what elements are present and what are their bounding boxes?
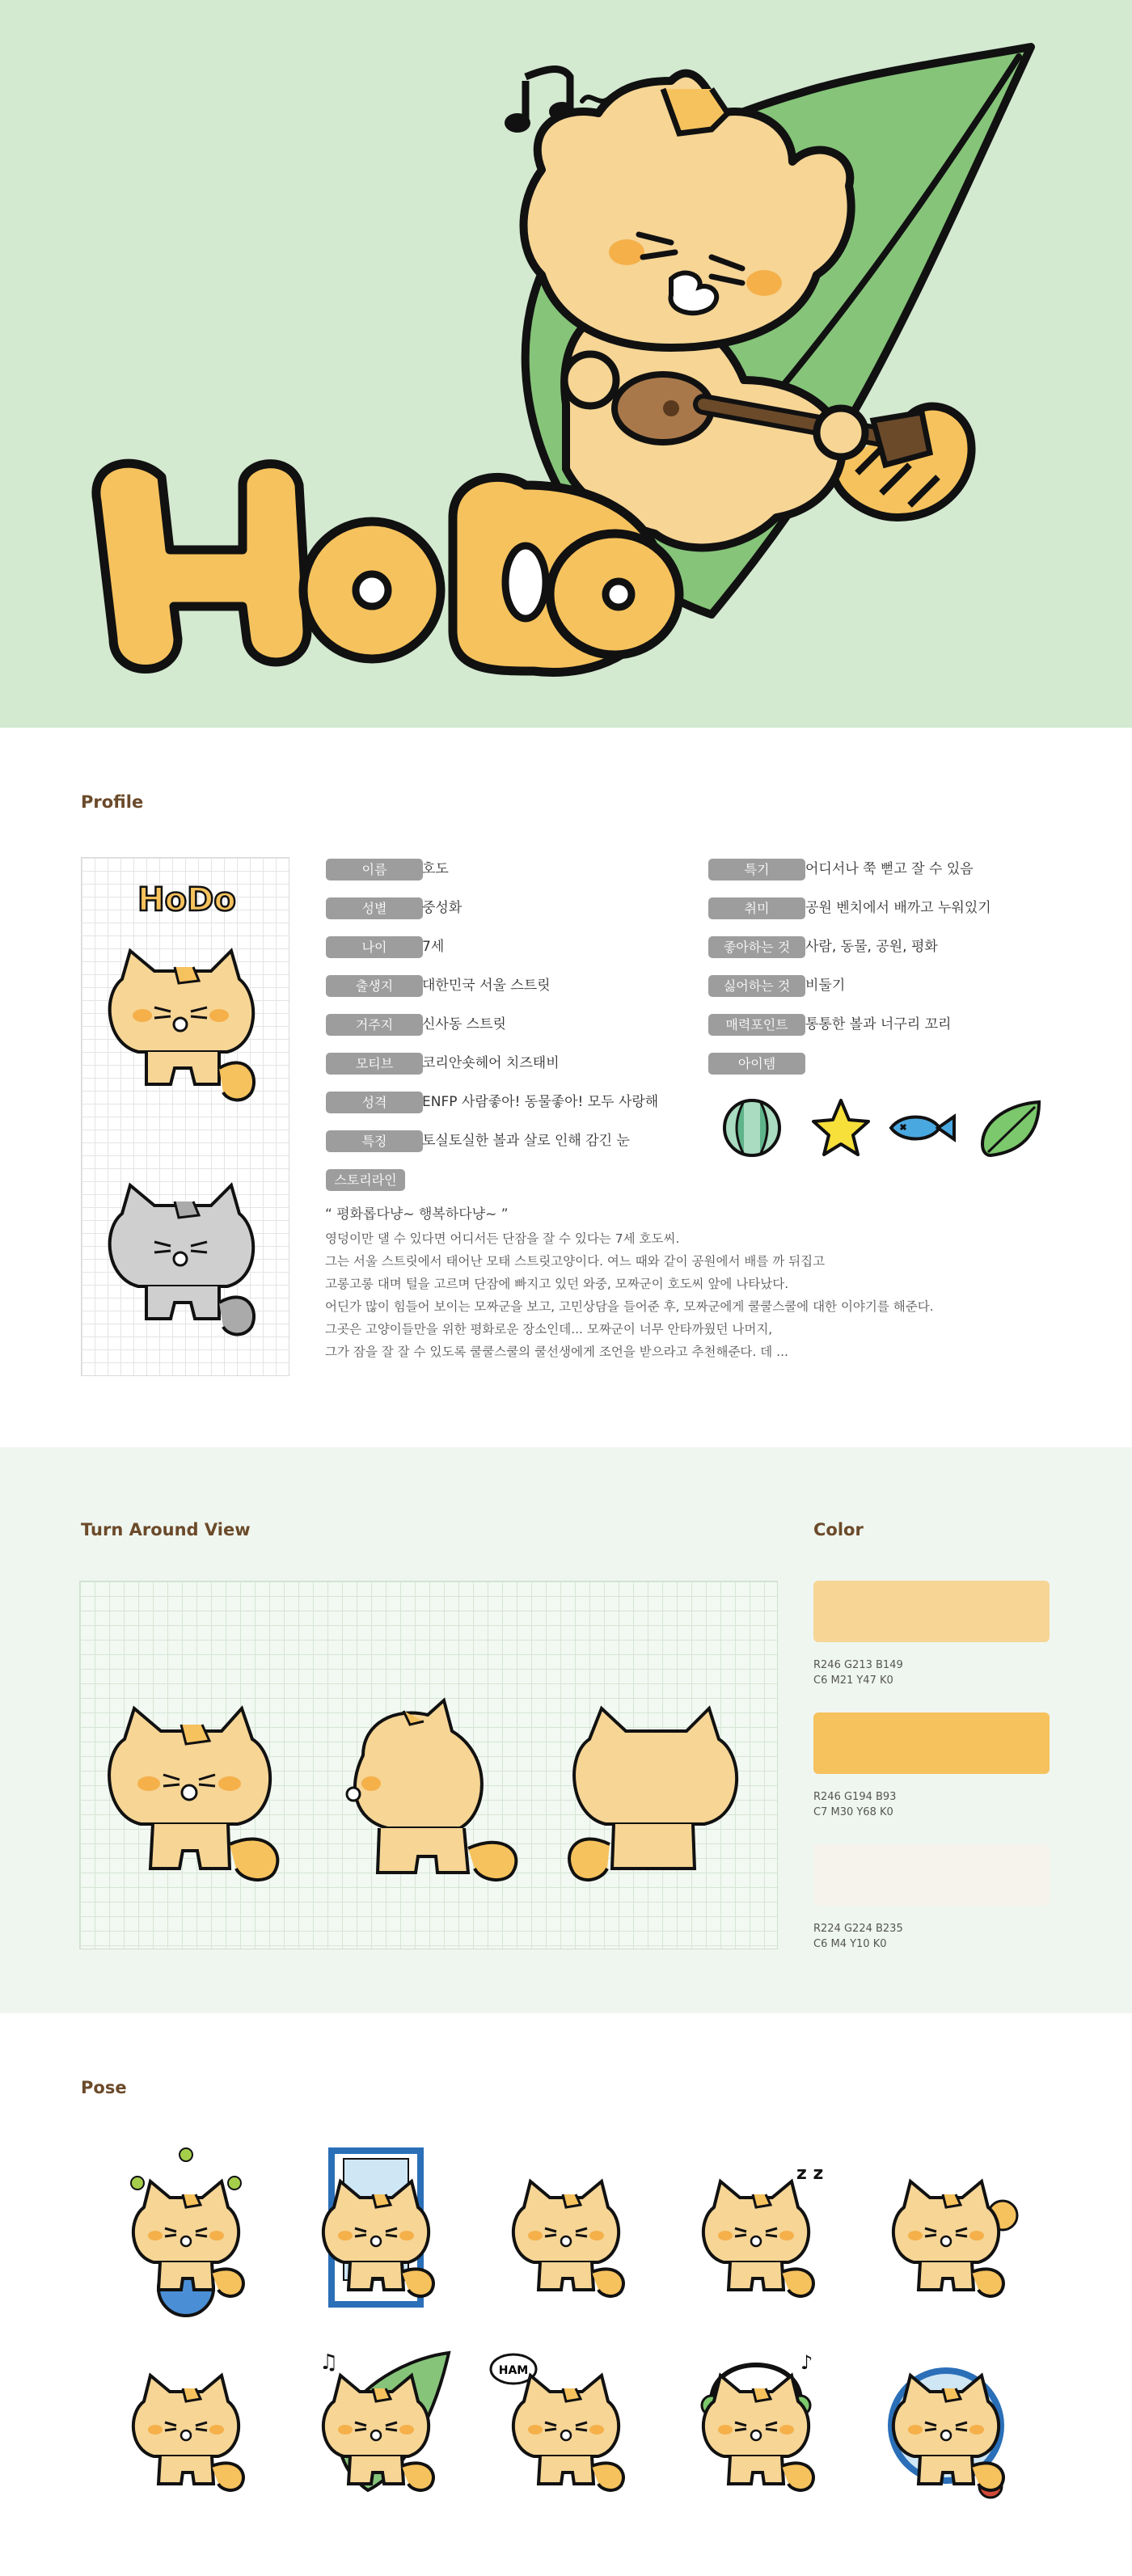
field-value: 호도 <box>422 861 449 877</box>
svg-text:♪: ♪ <box>800 2351 813 2374</box>
field-label: 모티브 <box>326 1053 423 1075</box>
pose-coffee <box>133 2375 243 2490</box>
star-icon <box>813 1100 868 1155</box>
field-value: 대한민국 서울 스트릿 <box>422 978 551 994</box>
color-rgb: R224 G224 B235 <box>813 1923 903 1935</box>
svg-text:♫: ♫ <box>319 2350 339 2375</box>
field-label: 특징 <box>326 1130 423 1152</box>
pose-grid <box>0 2013 1132 2576</box>
turnaround-grid <box>79 1581 778 1949</box>
beach-ball-icon <box>724 1100 779 1155</box>
color-rgb: R246 G194 B93 <box>813 1791 897 1803</box>
pose-yarn <box>891 2371 1003 2498</box>
field-value: 공원 벤치에서 배까고 누워있기 <box>805 900 991 916</box>
pose-swing <box>323 2151 433 2304</box>
fish-icon <box>891 1117 954 1139</box>
color-cmyk: C7 M30 Y68 K0 <box>813 1806 893 1818</box>
storyline-line: 그가 잠을 잘 잘 수 있도록 쿨쿨스쿨의 쿨선생에게 조언을 받으라고 추천해준다. 데 ... <box>325 1345 788 1359</box>
field-value: 통통한 볼과 너구리 꼬리 <box>805 1016 952 1033</box>
field-label: 싫어하는 것 <box>708 975 805 997</box>
hodo-side-view <box>347 1700 516 1880</box>
pose-headphones <box>702 2351 813 2490</box>
field-label: 이름 <box>326 859 423 880</box>
field-label: 나이 <box>326 936 423 958</box>
pose-leaf-guitar <box>319 2350 449 2490</box>
field-value: 토실토실한 볼과 살로 인해 감긴 눈 <box>422 1133 630 1149</box>
color-swatch <box>813 1844 1050 1906</box>
profile-section <box>0 728 1132 1447</box>
storyline-line: 그는 서울 스트릿에서 태어난 모태 스트릿고양이다. 여느 때와 같이 공원에서 배를 까 뒤집고 <box>325 1254 826 1269</box>
turnaround-title: Turn Around View <box>81 1520 251 1539</box>
hero-banner <box>0 0 1132 728</box>
hodo-logo <box>96 463 679 672</box>
field-value: 7세 <box>422 939 445 955</box>
field-value: 신사동 스트릿 <box>422 1016 506 1033</box>
color-code <box>813 1789 896 1820</box>
leaf-icon <box>982 1102 1039 1155</box>
storyline-line: 영덩이만 댈 수 있다면 어디서든 단잠을 잘 수 있다는 7세 호도씨. <box>325 1231 680 1246</box>
field-label: 아이템 <box>708 1053 805 1075</box>
field-label: 거주지 <box>326 1014 423 1036</box>
field-label: 취미 <box>708 897 805 919</box>
color-title: Color <box>813 1520 864 1539</box>
storyline-label: 스토리라인 <box>326 1169 405 1191</box>
field-label: 출생지 <box>326 975 423 997</box>
color-rgb: R246 G213 B149 <box>813 1659 903 1671</box>
turnaround-section <box>0 1447 1132 2013</box>
speech-bubble-text: HAM <box>498 2364 529 2377</box>
hero-illustration <box>0 0 1132 728</box>
storyline-quote: “ 평화롭다냥~ 행복하다냥~ ” <box>325 1206 509 1223</box>
field-value: 코리안숏헤어 치즈태비 <box>422 1055 560 1071</box>
hodo-front-grey <box>110 1185 254 1334</box>
pose-fish <box>513 2181 623 2296</box>
color-swatch <box>813 1712 1050 1774</box>
field-value: 비둘기 <box>805 978 846 994</box>
field-value: 사람, 동물, 공원, 평화 <box>805 939 938 955</box>
field-value: 중성화 <box>422 900 463 916</box>
field-label: 특기 <box>708 859 805 880</box>
field-label: 좋아하는 것 <box>708 936 805 958</box>
pose-section <box>0 2013 1132 2576</box>
profile-title: Profile <box>81 792 144 812</box>
pose-ball <box>131 2148 243 2316</box>
color-cmyk: C6 M21 Y47 K0 <box>813 1674 893 1687</box>
pose-sleeping <box>703 2164 823 2296</box>
card-logo: HoDo <box>137 881 236 918</box>
storyline-line: 어딘가 많이 힘들어 보이는 모짜군을 보고, 고민상담을 들어준 후, 모짜군에게 쿨쿨스쿨에 대한 이야기를 해준다. <box>325 1299 934 1314</box>
color-code <box>813 1658 903 1688</box>
hodo-front-view <box>109 1708 277 1880</box>
hodo-back-view <box>569 1708 737 1880</box>
svg-text:z z: z z <box>796 2164 824 2184</box>
field-label: 성별 <box>326 897 423 919</box>
field-value: 어디서나 쭉 뻗고 잘 수 있음 <box>805 861 974 877</box>
field-value: ENFP 사람좋아! 동물좋아! 모두 사랑해 <box>422 1094 659 1110</box>
profile-character-art <box>82 858 290 1377</box>
color-swatch <box>813 1581 1050 1642</box>
pose-title: Pose <box>81 2078 127 2097</box>
storyline-line: 그곳은 고양이들만을 위한 평화로운 장소인데... 모짜군이 너무 안타까웠던 나머지, <box>325 1322 773 1337</box>
field-label: 성격 <box>326 1092 423 1113</box>
pose-lying <box>893 2181 1017 2296</box>
color-code <box>813 1921 903 1952</box>
storyline-line: 고롱고롱 대며 털을 고르며 단잠에 빠지고 있던 와중, 모짜군이 호도씨 앞에 나타났다. <box>325 1277 789 1291</box>
color-cmyk: C6 M4 Y10 K0 <box>813 1938 887 1950</box>
hodo-front-color <box>110 951 254 1100</box>
item-icons <box>720 1096 1051 1160</box>
profile-character-card <box>81 857 289 1376</box>
turnaround-art <box>80 1581 779 1950</box>
field-label: 매력포인트 <box>708 1014 805 1036</box>
